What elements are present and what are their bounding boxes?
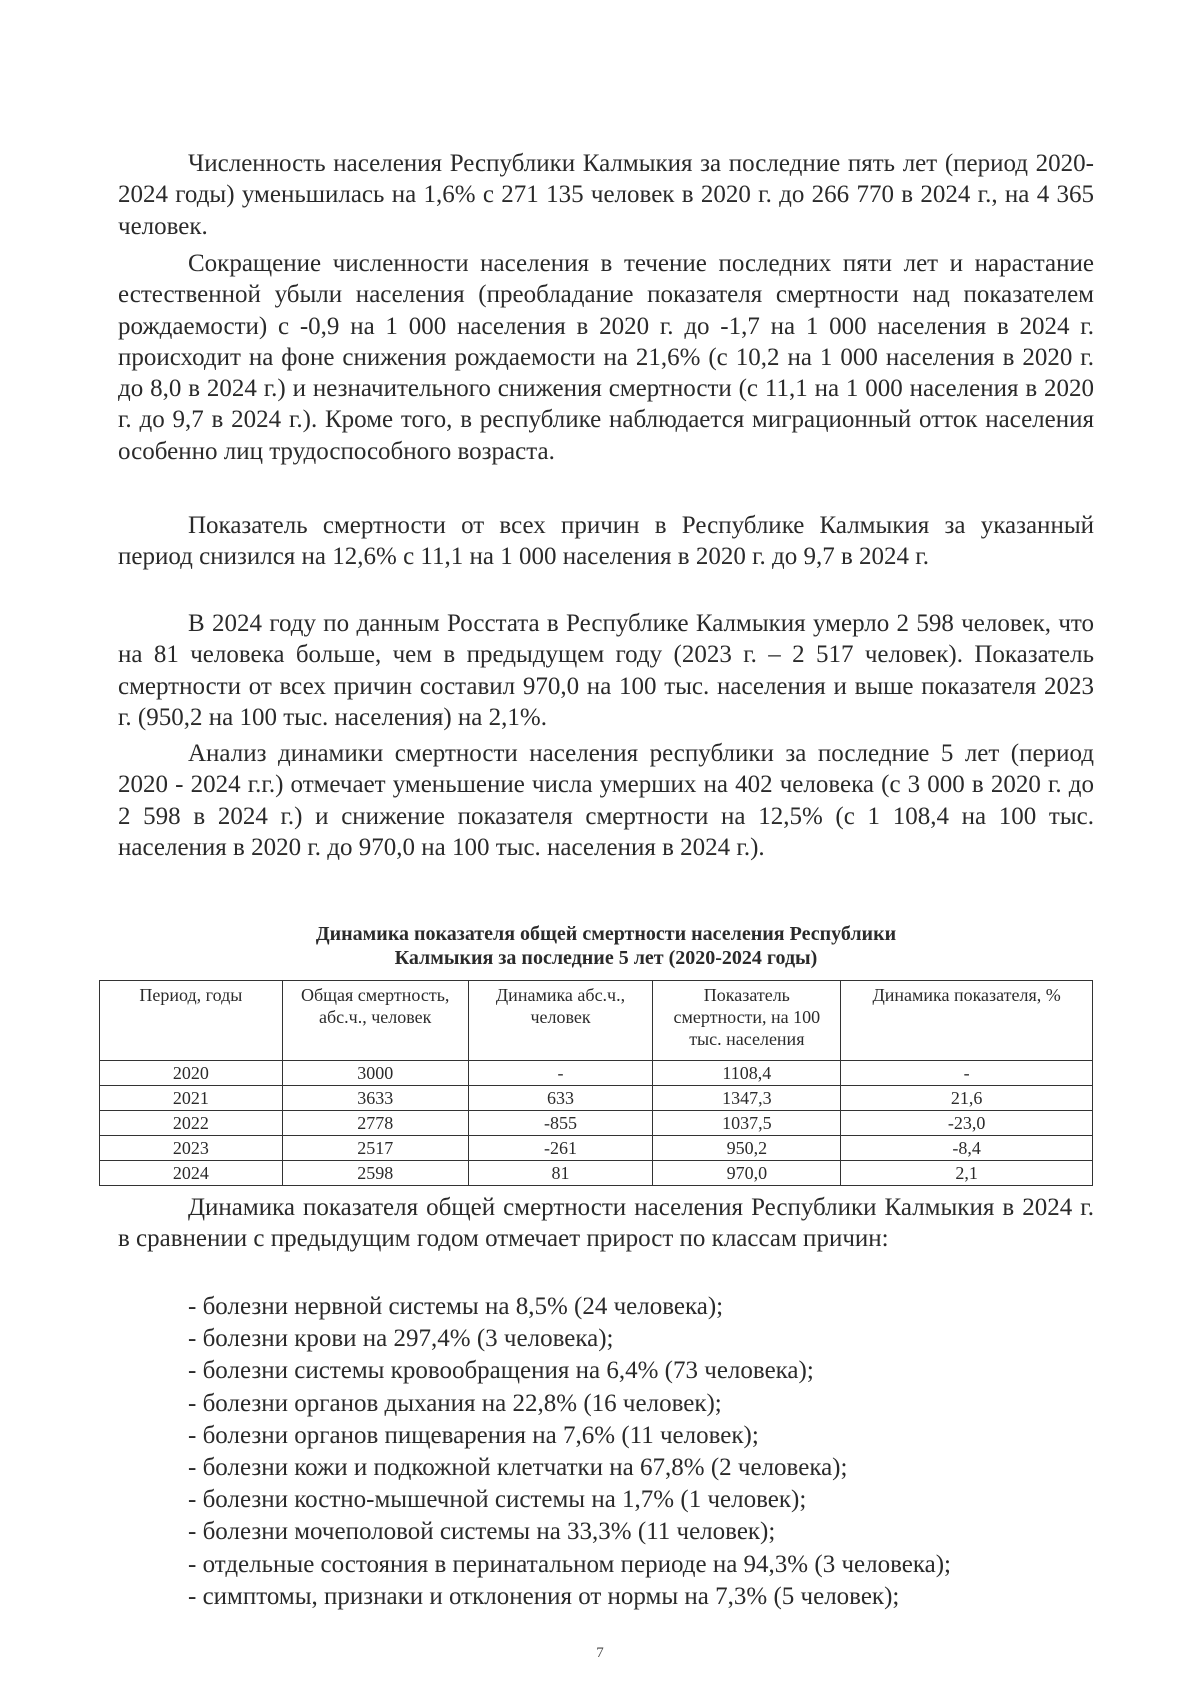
cell-deaths: 2517 bbox=[282, 1136, 468, 1161]
cell-rate: 950,2 bbox=[653, 1136, 841, 1161]
table-row bbox=[100, 1111, 1093, 1136]
table-caption-line: Динамика показателя общей смертности населения Республики bbox=[315, 923, 897, 945]
cell-abs-dynamics: -855 bbox=[468, 1111, 653, 1136]
list-item: - болезни органов дыхания на 22,8% (16 человек); bbox=[188, 1389, 722, 1417]
cell-rate: 1037,5 bbox=[653, 1111, 841, 1136]
table-header-row bbox=[100, 981, 1093, 1061]
list-item: - симптомы, признаки и отклонения от нормы на 7,3% (5 человек); bbox=[188, 1582, 900, 1610]
cell-deaths: 2598 bbox=[282, 1161, 468, 1186]
list-item: - болезни мочеполовой системы на 33,3% (11 человек); bbox=[188, 1518, 776, 1546]
mortality-table bbox=[99, 980, 1093, 1186]
table-row bbox=[100, 1136, 1093, 1161]
cell-rate-dynamics: 21,6 bbox=[841, 1086, 1093, 1111]
list-item: - болезни кожи и подкожной клетчатки на 67,8% (2 человека); bbox=[188, 1454, 848, 1482]
cell-year: 2020 bbox=[100, 1061, 283, 1086]
cell-rate-dynamics: - bbox=[841, 1061, 1093, 1086]
list-item: - болезни крови на 297,4% (3 человека); bbox=[188, 1325, 614, 1353]
paragraph-natural-decline: Сокращение численности населения в течение последних пяти лет и нарастание естественной убыли населения (преобладание показателя смертности над показателем рождаемости) с -0,9 на 1 000 населения в 2020 г. до -1,7 на 1 000 населения в 2024 г. происходит на фоне снижения рождаемости на 21,6% (с 10,2 на 1 000 населения в 2020 г. до 8,0 в 2024 г.) и незначительного снижения смертности (с 11,1 на 1 000 населения в 2020 г. до 9,7 в 2024 г.). Кроме того, в республике наблюдается миграционный отток населения особенно лиц трудоспособного возраста. bbox=[118, 250, 1094, 465]
paragraph-mortality-rate: Показатель смертности от всех причин в Республике Калмыкия за указанный период снизился на 12,6% с 11,1 на 1 000 населения в 2020 г. до 9,7 в 2024 г. bbox=[118, 512, 1094, 571]
header-mortality-rate: Показатель смертности, на 100 тыс. населения bbox=[653, 981, 841, 1061]
list-item: - отдельные состояния в перинатальном периоде на 94,3% (3 человека); bbox=[188, 1550, 951, 1578]
list-item: - болезни системы кровообращения на 6,4% (73 человека); bbox=[188, 1357, 814, 1385]
cell-rate-dynamics: -8,4 bbox=[841, 1136, 1093, 1161]
table-row bbox=[100, 1161, 1093, 1186]
cell-rate-dynamics: -23,0 bbox=[841, 1111, 1093, 1136]
table-row bbox=[100, 1061, 1093, 1086]
cell-abs-dynamics: 633 bbox=[468, 1086, 653, 1111]
cell-deaths: 3000 bbox=[282, 1061, 468, 1086]
list-item: - болезни нервной системы на 8,5% (24 человека); bbox=[188, 1293, 724, 1320]
cell-deaths: 2778 bbox=[282, 1111, 468, 1136]
cell-rate-dynamics: 2,1 bbox=[841, 1161, 1093, 1186]
list-item: - болезни органов пищеварения на 7,6% (11 человек); bbox=[188, 1421, 759, 1449]
page-number: 7 bbox=[596, 1645, 604, 1661]
cell-year: 2024 bbox=[100, 1161, 283, 1186]
cell-abs-dynamics: 81 bbox=[468, 1161, 653, 1186]
cell-year: 2021 bbox=[100, 1086, 283, 1111]
cell-rate: 1108,4 bbox=[653, 1061, 841, 1086]
cell-abs-dynamics: -261 bbox=[468, 1136, 653, 1161]
list-item: - болезни костно-мышечной системы на 1,7% (1 человек); bbox=[188, 1486, 807, 1514]
header-rate-dynamics: Динамика показателя, % bbox=[841, 981, 1093, 1061]
table-caption bbox=[118, 922, 1094, 970]
cell-deaths: 3633 bbox=[282, 1086, 468, 1111]
table-caption-line: Калмыкия за последние 5 лет (2020-2024 годы) bbox=[394, 947, 818, 969]
cell-year: 2023 bbox=[100, 1136, 283, 1161]
paragraph-rosstat-2024: В 2024 году по данным Росстата в Республике Калмыкия умерло 2 598 человек, что на 81 человека больше, чем в предыдущем году (2023 г. – 2 517 человек). Показатель смертности от всех причин составил 970,0 на 100 тыс. населения и выше показателя 2023 г. (950,2 на 100 тыс. населения) на 2,1%. bbox=[118, 610, 1094, 731]
table-row bbox=[100, 1086, 1093, 1111]
header-total-deaths: Общая смертность, абс.ч., человек bbox=[282, 981, 468, 1061]
paragraph-five-year-analysis: Анализ динамики смертности населения республики за последние 5 лет (период 2020 - 2024 г.г.) отмечает уменьшение числа умерших на 402 человека (с 3 000 в 2020 г. до 2 598 в 2024 г.) и снижение показателя смертности на 12,5% (с 1 108,4 на 100 тыс. населения в 2020 г. до 970,0 на 100 тыс. населения в 2024 г.). bbox=[118, 740, 1094, 861]
header-abs-dynamics: Динамика абс.ч., человек bbox=[468, 981, 653, 1061]
paragraph-causes-intro: Динамика показателя общей смертности населения Республики Калмыкия в 2024 г. в сравнении с предыдущим годом отмечает прирост по классам причин: bbox=[118, 1194, 1094, 1253]
causes-list bbox=[188, 1291, 1094, 1613]
header-period: Период, годы bbox=[100, 981, 283, 1061]
paragraph-population: Численность населения Республики Калмыкия за последние пять лет (период 2020-2024 годы) уменьшилась на 1,6% с 271 135 человек в 2020 г. до 266 770 в 2024 г., на 4 365 человек. bbox=[118, 150, 1094, 240]
cell-year: 2022 bbox=[100, 1111, 283, 1136]
cell-abs-dynamics: - bbox=[468, 1061, 653, 1086]
cell-rate: 1347,3 bbox=[653, 1086, 841, 1111]
cell-rate: 970,0 bbox=[653, 1161, 841, 1186]
